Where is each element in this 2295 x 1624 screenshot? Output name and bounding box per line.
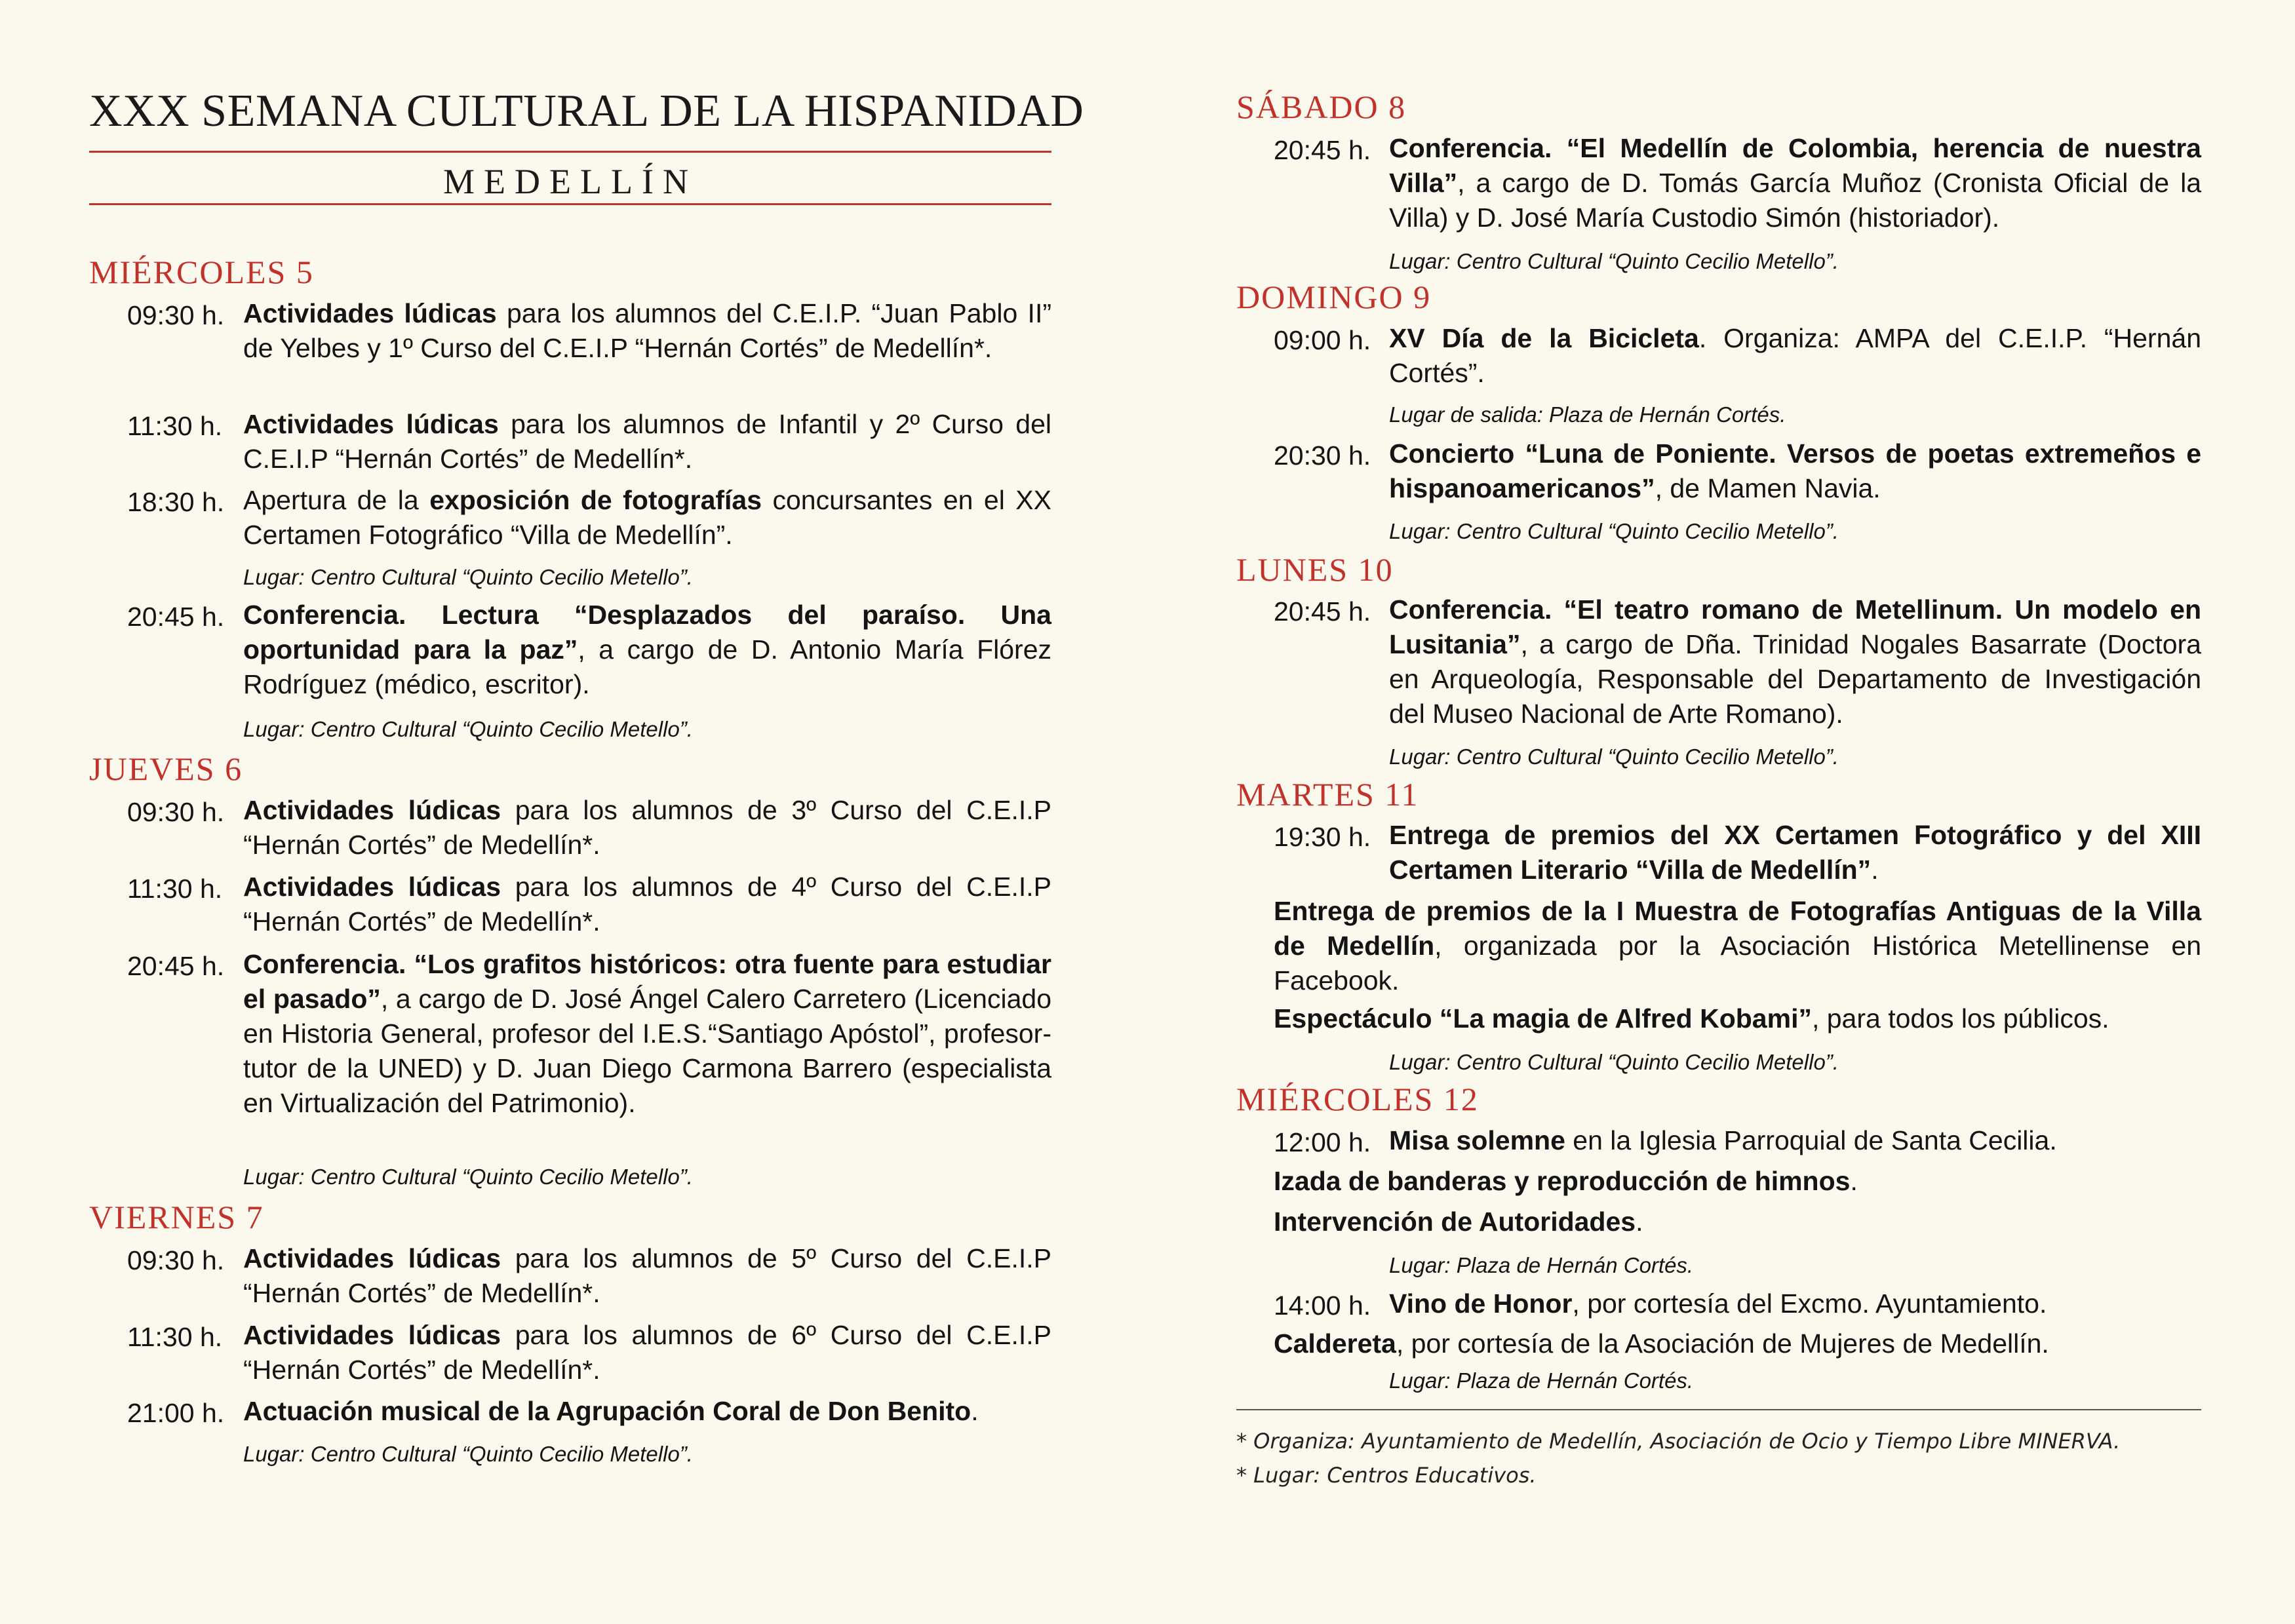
event-intro: Apertura de la	[243, 485, 430, 515]
event-detail: .	[1871, 855, 1879, 885]
footnote: * Lugar: Centros Educativos.	[1236, 1463, 1537, 1488]
event-place: Lugar: Centro Cultural “Quinto Cecilio Metello”.	[243, 565, 693, 589]
event-text	[243, 793, 1051, 862]
event-text	[243, 1241, 1051, 1311]
day-heading: MIÉRCOLES 12	[1236, 1081, 1479, 1117]
event-time: 09:30 h.	[127, 300, 225, 330]
event-text	[1389, 1123, 2201, 1158]
event-detail: para los alumnos del C.E.I.P. “Juan Pablo II” de Yelbes y 1º Curso del C.E.I.P “Hernán Cortés” de Medellín*.	[243, 298, 1051, 363]
event-place: Lugar: Centro Cultural “Quinto Cecilio Metello”.	[1389, 249, 1839, 273]
event-text	[243, 947, 1051, 1121]
event-detail: para los alumnos de 3º Curso del C.E.I.P “Hernán Cortés” de Medellín*.	[243, 795, 1051, 860]
event-title: Entrega de premios del XX Certamen Fotográfico y del XIII Certamen Literario “Villa de Medellín”	[1389, 820, 2201, 885]
event-time: 11:30 h.	[127, 411, 223, 441]
day-heading: LUNES 10	[1236, 551, 1394, 588]
event-place: Lugar: Centro Cultural “Quinto Cecilio Metello”.	[243, 1442, 693, 1466]
event-place: Lugar: Centro Cultural “Quinto Cecilio Metello”.	[1389, 519, 1839, 543]
event-time: 12:00 h.	[1274, 1127, 1371, 1157]
title-rule	[89, 151, 1051, 153]
event-time: 11:30 h.	[127, 874, 223, 904]
day-heading: MARTES 11	[1236, 776, 1419, 813]
event-detail: para los alumnos de Infantil y 2º Curso del C.E.I.P “Hernán Cortés” de Medellín*.	[243, 409, 1051, 474]
event-title: Caldereta	[1274, 1328, 1396, 1359]
event-detail: en la Iglesia Parroquial de Santa Cecilia.	[1565, 1125, 2057, 1155]
event-detail: para los alumnos de 6º Curso del C.E.I.P “Hernán Cortés” de Medellín*.	[243, 1320, 1051, 1385]
event-time: 09:30 h.	[127, 1245, 225, 1275]
day-heading: DOMINGO 9	[1236, 279, 1432, 315]
event-detail: , para todos los públicos.	[1811, 1003, 2109, 1034]
event-detail: , de Mamen Navia.	[1655, 473, 1881, 503]
event-title: XV Día de la Bicicleta	[1389, 323, 1699, 353]
event-detail: , por cortesía de la Asociación de Mujeres de Medellín.	[1396, 1328, 2049, 1359]
event-detail: .	[971, 1396, 979, 1426]
event-text	[243, 296, 1051, 366]
day-heading: JUEVES 6	[89, 750, 243, 787]
event-text	[243, 870, 1051, 939]
event-time: 11:30 h.	[127, 1322, 223, 1352]
event-place: Lugar: Plaza de Hernán Cortés.	[1389, 1368, 1694, 1393]
event-detail: , organizada por la Asociación Histórica Metellinense en Facebook.	[1274, 931, 2201, 996]
event-place: Lugar de salida: Plaza de Hernán Cortés.	[1389, 402, 1786, 427]
page-subtitle: MEDELLÍN	[443, 162, 697, 201]
event-time: 19:30 h.	[1274, 822, 1371, 852]
event-detail: . Organiza: AMPA del C.E.I.P. “Hernán Cortés”.	[1389, 323, 2201, 388]
event-time: 21:00 h.	[127, 1398, 225, 1428]
event-text	[243, 407, 1051, 476]
event-detail: para los alumnos de 4º Curso del C.E.I.P “Hernán Cortés” de Medellín*.	[243, 872, 1051, 937]
event-title: Conferencia. “Los grafitos históricos: otra fuente para estudiar el pasado”	[243, 949, 1051, 1014]
footnote: * Organiza: Ayuntamiento de Medellín, Asociación de Ocio y Tiempo Libre MINERVA.	[1236, 1429, 2121, 1454]
event-title: Misa solemne	[1389, 1125, 1565, 1155]
event-detail: , por cortesía del Excmo. Ayuntamiento.	[1572, 1288, 2047, 1319]
event-title: Vino de Honor	[1389, 1288, 1573, 1319]
event-text	[1389, 436, 2201, 506]
event-time: 18:30 h.	[127, 487, 225, 517]
event-text	[1274, 894, 2201, 998]
event-time: 20:45 h.	[1274, 135, 1371, 165]
day-heading: VIERNES 7	[89, 1199, 264, 1235]
event-text	[243, 1318, 1051, 1387]
event-detail: para los alumnos de 5º Curso del C.E.I.P “Hernán Cortés” de Medellín*.	[243, 1243, 1051, 1308]
event-text	[243, 598, 1051, 702]
event-detail: , a cargo de D. Antonio María Flórez Rodríguez (médico, escritor).	[243, 634, 1051, 699]
event-text	[1389, 818, 2201, 887]
event-time: 09:30 h.	[127, 797, 225, 827]
event-detail: concursantes en el XX Certamen Fotográfico “Villa de Medellín”.	[243, 485, 1051, 550]
event-title: Actividades lúdicas	[243, 795, 501, 825]
event-title: Actividades lúdicas	[243, 1243, 501, 1273]
event-title: Actuación musical de la Agrupación Coral de Don Benito	[243, 1396, 971, 1426]
event-title: Intervención de Autoridades	[1274, 1207, 1636, 1237]
day-heading: MIÉRCOLES 5	[89, 254, 314, 290]
event-place: Lugar: Plaza de Hernán Cortés.	[1389, 1253, 1694, 1277]
event-title: Conferencia. “El teatro romano de Metellinum. Un modelo en Lusitania”	[1389, 594, 2201, 659]
event-place: Lugar: Centro Cultural “Quinto Cecilio Metello”.	[1389, 1050, 1839, 1074]
subtitle-rule	[89, 203, 1051, 205]
event-detail: , a cargo de D. Tomás García Muñoz (Cronista Oficial de la Villa) y D. José María Custodio Simón (historiador).	[1389, 168, 2201, 233]
event-text	[1389, 592, 2201, 731]
event-title: Actividades lúdicas	[243, 872, 501, 902]
event-text	[1274, 1326, 2201, 1361]
event-text	[1389, 131, 2201, 235]
event-detail: .	[1850, 1166, 1858, 1196]
event-place: Lugar: Centro Cultural “Quinto Cecilio Metello”.	[1389, 744, 1839, 769]
event-time: 20:45 h.	[127, 602, 225, 632]
event-title: Entrega de premios de la I Muestra de Fotografías Antiguas de la Villa de Medellín	[1274, 896, 2201, 961]
event-detail: , a cargo de D. José Ángel Calero Carretero (Licenciado en Historia General, profesor del I.E.S.“Santiago Apóstol”, profesor-tutor de la UNED) y D. Juan Diego Carmona Barrero (especialista en Virtualización del Patrimonio).	[243, 984, 1052, 1118]
event-text	[1274, 1001, 2201, 1036]
footnote-rule	[1236, 1409, 2201, 1410]
day-heading: SÁBADO 8	[1236, 88, 1407, 125]
event-text	[1274, 1205, 2201, 1239]
event-time: 09:00 h.	[1274, 325, 1371, 355]
event-detail: .	[1636, 1207, 1643, 1237]
event-time: 20:45 h.	[127, 951, 225, 981]
event-title: Izada de banderas y reproducción de himnos	[1274, 1166, 1851, 1196]
event-title: Actividades lúdicas	[243, 409, 499, 439]
event-title: Espectáculo “La magia de Alfred Kobami”	[1274, 1003, 1812, 1034]
event-time: 20:30 h.	[1274, 440, 1371, 471]
event-title: Conferencia. “El Medellín de Colombia, herencia de nuestra Villa”	[1389, 133, 2201, 198]
event-detail: , a cargo de Dña. Trinidad Nogales Basarrate (Doctora en Arqueología, Responsable del Departamento de Investigación del Museo Nacional de Arte Romano).	[1389, 629, 2201, 729]
event-text	[1274, 1164, 2201, 1199]
event-text	[243, 483, 1051, 552]
event-title: exposición de fotografías	[429, 485, 762, 515]
event-text	[1389, 321, 2201, 391]
event-time: 20:45 h.	[1274, 596, 1371, 627]
event-place: Lugar: Centro Cultural “Quinto Cecilio Metello”.	[243, 1165, 693, 1189]
event-title: Actividades lúdicas	[243, 1320, 501, 1350]
event-place: Lugar: Centro Cultural “Quinto Cecilio Metello”.	[243, 717, 693, 741]
event-time: 14:00 h.	[1274, 1290, 1371, 1321]
event-title: Actividades lúdicas	[243, 298, 497, 328]
event-text	[243, 1394, 1051, 1429]
event-title: Concierto “Luna de Poniente. Versos de poetas extremeños e hispanoamericanos”	[1389, 438, 2201, 503]
event-title: Conferencia. Lectura “Desplazados del paraíso. Una oportunidad para la paz”	[243, 600, 1051, 665]
page-title: XXX SEMANA CULTURAL DE LA HISPANIDAD	[89, 86, 1084, 136]
event-text	[1389, 1286, 2201, 1321]
